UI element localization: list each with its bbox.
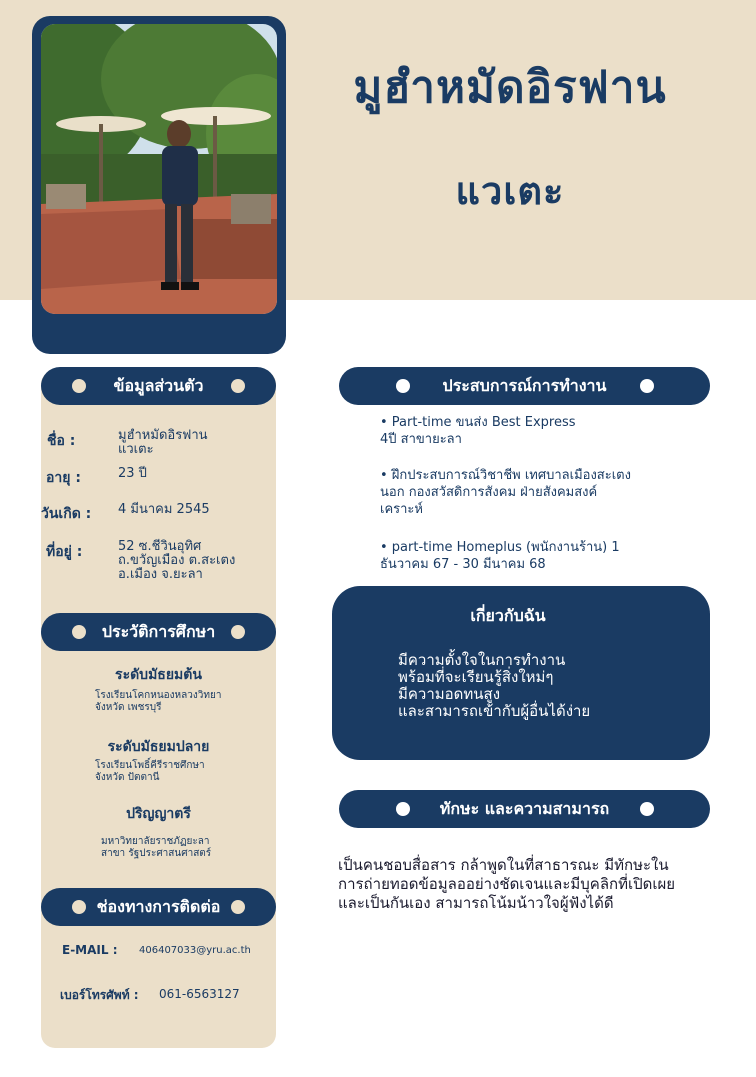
experience-item [380, 539, 670, 573]
age-label: อายุ : [46, 470, 81, 486]
contact-header [41, 888, 276, 926]
education-title: ประวัติการศึกษา [101, 621, 216, 641]
address-label: ที่อยู่ : [46, 544, 83, 560]
contact-title: ช่องทางการติดต่อ [96, 896, 221, 916]
education-location: จังหวัด ปัตตานี [95, 772, 160, 783]
education-major: สาขา รัฐประศาสนศาสตร์ [101, 848, 212, 859]
personal-info-title: ข้อมูลส่วนตัว [113, 375, 204, 395]
email-label: E-MAIL : [62, 943, 118, 957]
bullet-dot-icon [231, 625, 245, 639]
education-school: โรงเรียนโคกหนองหลวงวิทยา [95, 690, 222, 701]
education-header [41, 613, 276, 651]
address-line-2: ถ.ขวัญเมือง ต.สะเตง [118, 553, 236, 568]
profile-photo-frame [32, 16, 286, 354]
address-line-3: อ.เมือง จ.ยะลา [118, 567, 203, 582]
about-me-title: เกี่ยวกับฉัน [470, 606, 546, 625]
experience-item [380, 414, 670, 448]
phone-label: เบอร์โทรศัพท์ : [60, 988, 139, 1002]
name-value-1: มูฮำหมัดอิรฟาน [118, 428, 208, 443]
birth-value: 4 มีนาคม 2545 [118, 502, 210, 517]
experience-line: • part-time Homeplus (พนักงานร้าน) 1 [380, 540, 620, 555]
skills-description: เป็นคนชอบสื่อสาร กล้าพูดในที่สาธารณะ มีทักษะในการถ่ายทอดข้อมูลออย่างชัดเจนและมีบุคลิกที่เปิดเผยและเป็นกันเอง สามารถโน้มน้าวใจผู้ฟังได้ดี [338, 856, 676, 912]
bullet-dot-icon [72, 379, 86, 393]
bullet-dot-icon [231, 900, 245, 914]
bullet-dot-icon [231, 379, 245, 393]
education-level-heading: ปริญญาตรี [126, 806, 191, 822]
name-label: ชื่อ : [47, 433, 76, 449]
bullet-dot-icon [396, 802, 410, 816]
education-school: โรงเรียนโพธิ์คีรีราชศึกษา [95, 760, 205, 771]
age-value: 23 ปี [118, 466, 147, 481]
bullet-dot-icon [640, 802, 654, 816]
about-line: และสามารถเข้ากับผู้อื่นได้ง่าย [398, 702, 591, 720]
birth-label: วันเกิด : [41, 506, 92, 522]
bullet-dot-icon [640, 379, 654, 393]
bullet-dot-icon [396, 379, 410, 393]
experience-line: ธันวาคม 67 - 30 มีนาคม 68 [380, 557, 546, 572]
education-level-heading: ระดับมัธยมปลาย [107, 739, 210, 755]
address-line-1: 52 ซ.ชีวินอุทิศ [118, 539, 202, 554]
experience-line: 4ปี สาขายะลา [380, 432, 462, 447]
skills-title: ทักษะ และความสามารถ [439, 798, 610, 818]
personal-info-header [41, 367, 276, 405]
email-value[interactable]: 406407033@yru.ac.th [139, 945, 251, 956]
experience-item [380, 467, 670, 518]
name-line-2: แวเตะ [455, 168, 565, 213]
experience-header [339, 367, 710, 405]
experience-line: • ฝึกประสบการณ์วิชาชีพ เทศบาลเมืองสะเตง [380, 468, 631, 483]
education-school: มหาวิทยาลัยราชภัฏยะลา [101, 836, 210, 847]
name-value-2: แวเตะ [118, 442, 154, 457]
skills-header [339, 790, 710, 828]
experience-title: ประสบการณ์การทำงาน [442, 375, 607, 395]
education-level-heading: ระดับมัธยมต้น [115, 667, 202, 683]
bullet-dot-icon [72, 625, 86, 639]
about-line: มีความอดทนสูง [398, 685, 501, 703]
name-line-1: มูฮำหมัดอิรฟาน [353, 62, 667, 113]
about-line: พร้อมที่จะเรียนรู้สิ่งใหม่ๆ [398, 668, 554, 686]
experience-line: เคราะห์ [380, 502, 423, 517]
profile-photo [41, 24, 277, 314]
education-location: จังหวัด เพชรบุรี [95, 702, 162, 713]
about-line: มีความตั้งใจในการทำงาน [398, 651, 566, 669]
about-me-box [332, 586, 710, 760]
experience-line: นอก กองสวัสดิการสังคม ฝ่ายสังคมสงค์ [380, 485, 598, 500]
bullet-dot-icon [72, 900, 86, 914]
experience-line: • Part-time ขนส่ง Best Express [380, 415, 576, 430]
phone-value[interactable]: 061-6563127 [159, 987, 240, 1001]
